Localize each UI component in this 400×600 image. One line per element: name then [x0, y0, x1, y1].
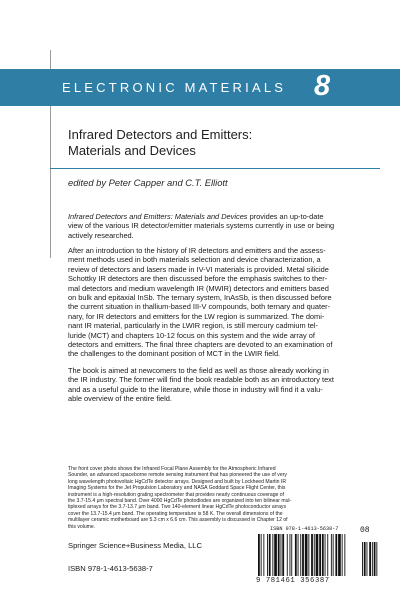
- paragraph-line: The book is aimed at newcomers to the field as well as those already working in: [68, 366, 329, 375]
- intro-line-rest: provides an up-to-date: [247, 212, 324, 221]
- intro-line: [68, 212, 382, 221]
- caption-line: multilayer ceramic motherboard are 5.3 cm x 6.6 cm. This assembly is discussed in Chapter 12 of: [68, 517, 288, 524]
- barcode-addon-bar: [372, 542, 373, 576]
- caption-line: long wavelength photovoltaic HgCdTe detector arrays. Designed and built by Lockheed Martin IR: [68, 478, 287, 485]
- barcode-bar: [325, 534, 326, 576]
- barcode-bar: [281, 534, 282, 576]
- series-volume-number: 8: [314, 70, 331, 102]
- intro-paragraph: [68, 212, 382, 240]
- barcode-digits: 9 781461 356387: [256, 577, 330, 585]
- barcode-bar: [335, 534, 337, 576]
- barcode-bar: [316, 534, 319, 576]
- barcode-addon-digits: 08: [360, 526, 370, 535]
- barcode-bar: [278, 534, 280, 576]
- caption-line: instrument is a high-resolution grating spectrometer that provides nearly continuous coverage of: [68, 491, 285, 498]
- paragraph-line: detectors and emitters. The final three chapters are devoted to an examination of: [68, 340, 333, 350]
- barcode-bar: [258, 534, 260, 576]
- paragraph-line: review of detectors and lasers made in IV-VI materials is provided. Metal silicide: [68, 264, 329, 274]
- series-name: ELECTRONIC MATERIALS: [62, 80, 287, 95]
- paragraph-line: the challenges to the dominant position of MCT in the LWIR field.: [68, 349, 281, 359]
- barcode-bar: [272, 534, 273, 576]
- book-title: [68, 127, 368, 159]
- paragraph-line: ment methods used in both materials selection and device characterization, a: [68, 255, 321, 265]
- barcode-bar: [300, 534, 301, 576]
- caption-line: tiplexed arrays for the 3.7-13.7 μm band. Two 140-element linear HgCdTe photoconductor arrays: [68, 504, 287, 511]
- barcode-bar: [305, 534, 308, 576]
- barcode-bar: [290, 534, 291, 576]
- cover-photo-caption: [68, 466, 382, 530]
- barcode-bar: [291, 534, 292, 576]
- barcode-bar: [338, 534, 341, 576]
- caption-line: Imaging Systems for the Jet Propulsion Laboratory and NASA Goddard Space Flight Center, this: [68, 485, 286, 492]
- barcode-bar: [263, 534, 264, 576]
- intro-line: view of the various IR detector/emitter materials systems currently in use or being: [68, 221, 335, 231]
- caption-line: the 3.7-15.4 μm spectral band. Over 4000 HgCdTe photodiodes are organized into ten bilinear mul-: [68, 498, 292, 505]
- barcode-bar: [311, 534, 313, 576]
- barcode-addon-bar: [376, 542, 377, 576]
- barcode-addon-bar: [369, 542, 371, 576]
- paragraph-line: After an introduction to the history of IR detectors and emitters and the assess-: [68, 246, 326, 255]
- barcode-bar: [344, 534, 345, 576]
- barcode-bar: [274, 534, 277, 576]
- barcode-bar: [269, 534, 271, 576]
- title-divider: [50, 168, 380, 169]
- paragraph-line: mal detectors and medium wavelength IR (MWIR) detectors and emitters based: [68, 283, 329, 293]
- barcode-bar: [287, 534, 288, 576]
- barcode-addon-bar: [364, 542, 366, 576]
- book-title-line: Materials and Devices: [68, 143, 196, 158]
- publisher-name: Springer Science+Business Media, LLC: [68, 541, 203, 550]
- barcode-addon-bar: [374, 542, 376, 576]
- caption-line: The front cover photo shows the Infrared Focal Plane Assembly for the Atmospheric Infrared: [68, 466, 276, 472]
- content-paragraph: [68, 246, 382, 359]
- book-title-line: Infrared Detectors and Emitters:: [68, 127, 253, 142]
- caption-line: this volume.: [68, 523, 96, 530]
- barcode-bar: [308, 534, 309, 576]
- intro-line: actively researched.: [68, 230, 134, 240]
- paragraph-line: nary, for IR detectors and emitters for the LW region is summarized. The domi-: [68, 311, 325, 321]
- barcode-bar: [267, 534, 268, 576]
- intro-book-title: Infrared Detectors and Emitters: Materials and Devices: [68, 212, 248, 221]
- caption-line: Sounder, an advanced spaceborne remote sensing instrument that has pioneered the use of very: [68, 472, 287, 479]
- barcode-bar: [342, 534, 343, 576]
- barcode-block: [256, 526, 382, 586]
- paragraph-line: Schottky IR detectors are then discussed before the emphasis switches to ther-: [68, 274, 328, 284]
- editors-line: edited by Peter Capper and C.T. Elliott: [68, 177, 228, 188]
- audience-paragraph: [68, 366, 382, 404]
- paragraph-line: the current situation in thallium-based III-V compounds, both ternary and quater-: [68, 302, 331, 312]
- barcode-bar: [322, 534, 324, 576]
- paragraph-line: luride (MCT) and chapters 10-12 focus on this system and the wide array of: [68, 330, 315, 340]
- barcode-bar: [333, 534, 334, 576]
- barcode-bar: [331, 534, 332, 576]
- paragraph-line: able overview of the entire field.: [68, 394, 172, 404]
- barcode-addon-bar: [362, 542, 363, 576]
- barcode-isbn-label: ISBN 978-1-4613-5638-7: [270, 526, 339, 532]
- barcode-addon-bar: [367, 542, 368, 576]
- barcode-bar: [298, 534, 299, 576]
- series-banner: [0, 69, 400, 106]
- paragraph-line: and as a useful guide to the literature, while those in industry will find it a valu-: [68, 384, 323, 394]
- barcode-bar: [302, 534, 304, 576]
- isbn-number: ISBN 978-1-4613-5638-7: [68, 564, 153, 573]
- barcode-bar: [314, 534, 315, 576]
- paragraph-line: the IR industry. The former will find the book readable both as an introductory text: [68, 375, 334, 385]
- barcode-bar: [261, 534, 262, 576]
- barcode-bar: [319, 534, 321, 576]
- paragraph-line: nant IR material, particularly in the LWIR region, is still mercury cadmium tel-: [68, 321, 318, 331]
- paragraph-line: on bulk and epitaxial InSb. The ternary system, InAsSb, is then discussed before: [68, 293, 332, 303]
- barcode-bar: [327, 534, 328, 576]
- barcode-bar: [295, 534, 297, 576]
- barcode-icon: [256, 534, 382, 578]
- caption-line: cover the 13.7-15.4 μm band. The operating temperature is 58 K. The overall dimensions of the: [68, 510, 283, 517]
- barcode-bar: [282, 534, 284, 576]
